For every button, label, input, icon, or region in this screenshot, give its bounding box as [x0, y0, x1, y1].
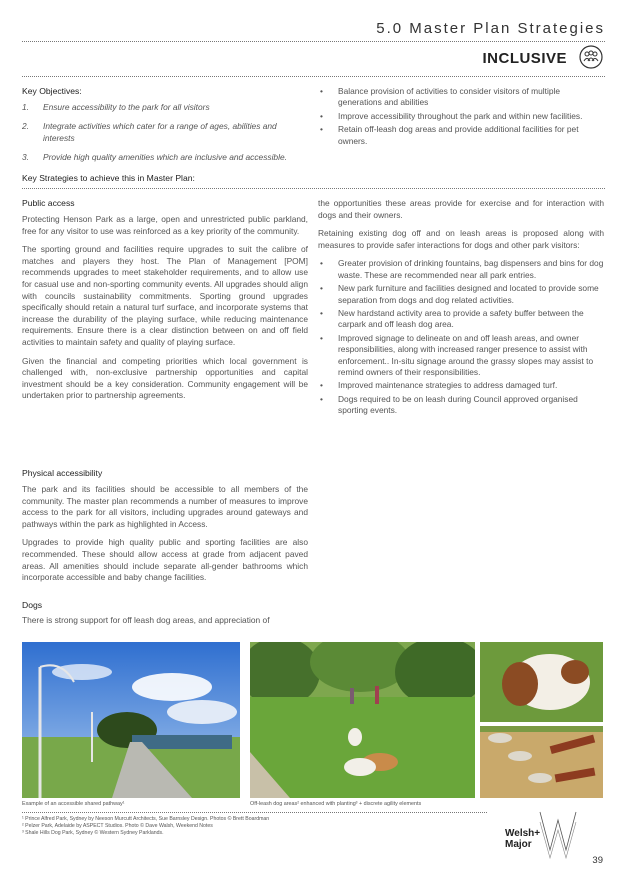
physical-access-section [22, 468, 308, 591]
objectives-heading: Key Objectives: [22, 86, 82, 96]
public-access-paragraph: Given the financial and competing priorities which local government is challenged with, non-exclusive partnership opportunities and capital investment should be a key consideration. Community engagement will be undertaken prior to partnership agreements. [22, 355, 308, 401]
footnote-divider [22, 812, 487, 813]
objective-bullet: • Improve accessibility throughout the park and within new facilities. [318, 111, 604, 122]
dogs-bullet: • Improved signage to delineate on and off leash areas, and owner responsibilities, along with increased ranger presence to assist with enforcement.. In-situ signage around the grassy slopes may assist to remind owners of their responsibilities. [318, 333, 604, 379]
objective-bullet: • Retain off-leash dog areas and provide additional facilities for pet owners. [318, 124, 604, 147]
dogs-bullet: • Dogs required to be on leash during Council approved organised sporting events. [318, 394, 604, 417]
caption-shared-pathway: Example of an accessible shared pathway¹ [22, 801, 125, 807]
footnote: ³ Shale Hills Dog Park, Sydney © Western Sydney Parklands. [22, 830, 164, 836]
page-number: 39 [592, 855, 603, 866]
objective-item: 2. Integrate activities which cater for a range of ages, abilities and interests [22, 121, 277, 143]
physical-access-heading: Physical accessibility [22, 468, 103, 478]
dogs-bullet: • Improved maintenance strategies to address damaged turf. [318, 380, 604, 391]
objective-item: 3. Provide high quality amenities which are inclusive and accessible. [22, 152, 287, 163]
strategies-heading: Key Strategies to achieve this in Master Plan: [22, 173, 195, 183]
objectives-bullets [318, 86, 604, 149]
photo-agility-elements [480, 726, 603, 798]
dogs-bullet: • New park furniture and facilities designed and located to provide some separation from dogs and dog related activities. [318, 283, 604, 306]
footnotes [22, 816, 462, 837]
logo-line: Major [505, 839, 532, 850]
logo-mark-icon [538, 810, 578, 860]
footnote: ² Pelzer Park, Adelaide by ASPECT Studios. Photo © Dave Walsh, Weekend Notes [22, 823, 213, 829]
dogs-section [22, 600, 308, 627]
public-access-heading: Public access [22, 198, 75, 208]
dogs-proposal: Retaining existing dog off and on leash areas is proposed along with measures to provide safer interactions for dogs and other park visitors: [318, 228, 604, 250]
objective-item: 1. Ensure accessibility to the park for all visitors [22, 102, 210, 112]
physical-access-paragraph: Upgrades to provide high quality public and sporting facilities are also recommended. These should allow access at grade from adjacent paved areas. All amenities should include separate all-gender bathrooms which incorporate accessible and baby change facilities. [22, 537, 308, 583]
objectives-list [22, 102, 308, 172]
theme-badge: INCLUSIVE [482, 50, 567, 67]
logo-line: Welsh+ [505, 828, 541, 839]
header-divider [22, 41, 605, 42]
public-access-paragraph: Protecting Henson Park as a large, open and unrestricted public parkland, free for any visitor to use was reinforced as a key priority of the community. [22, 214, 308, 236]
photo-off-leash-dog-area [250, 642, 475, 798]
company-logo [505, 828, 540, 850]
dogs-bullet: • Greater provision of drinking fountains, bag dispensers and bins for dog waste. These are recommended near all park entries. [318, 258, 604, 281]
public-access-paragraph: The sporting ground and facilities require upgrades to suit the calibre of matches and players they host. The Plan of Management [POM] recommends upgrades to meet stakeholder requirements, and to allow use for casual use and non-sporting community events. All upgrades should align with councils sustainability commitments. Sporting ground upgrades specifically should retain a natural turf surface, and incorporate systems that increase the durability of the playing surface, while reducing maintenance requirements. Ensure there is a clear distinction between on and off field activities to maintain safety and quality of playing surface. [22, 244, 308, 347]
caption-dog-areas: Off-leash dog areas² enhanced with planting³ + discrete agility elements [250, 801, 422, 807]
objective-bullet: • Balance provision of activities to consider visitors of multiple generations and abilities [318, 86, 604, 109]
people-group-icon [579, 45, 603, 69]
strategies-divider [22, 188, 605, 189]
dogs-intro: There is strong support for off leash dog areas, and appreciation of [22, 615, 270, 625]
section-title: 5.0 Master Plan Strategies [376, 20, 605, 37]
right-column [318, 198, 604, 419]
dogs-heading: Dogs [22, 600, 43, 610]
dogs-continued: the opportunities these areas provide for exercise and for interaction with dogs and their owners. [318, 198, 604, 220]
physical-access-paragraph: The park and its facilities should be accessible to all members of the community. The master plan recommends a number of measures to improve access to the park for all visitors, including upgrades around gateways and pathways within the park as highlighted in Access. [22, 484, 308, 529]
photo-shared-pathway [22, 642, 240, 798]
dogs-bullet: • New hardstand activity area to provide a safety buffer between the carpark and off leash dog area. [318, 308, 604, 331]
dogs-bullets [318, 258, 604, 416]
photo-dog-close-up [480, 642, 603, 722]
header-divider-lower [22, 76, 605, 77]
left-column [22, 198, 308, 409]
footnote: ¹ Prince Alfred Park, Sydney by Neeson Murcutt Architects, Sue Barnsley Design. Photos © Brett Boardman [22, 816, 270, 822]
